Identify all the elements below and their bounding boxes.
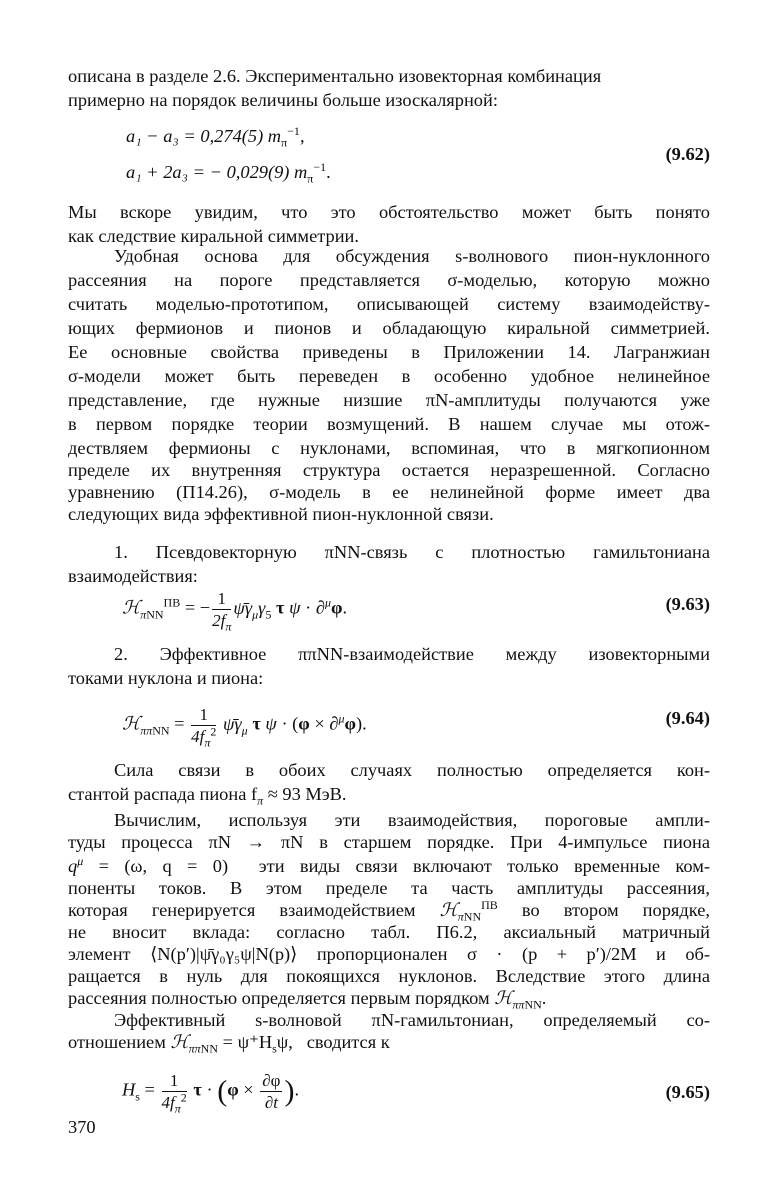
text-line: дествляем фермионы с нуклонами, вспоминая, что в мягкопионном xyxy=(68,438,710,458)
text-line: Ее основные свойства приведены в Приложении 14. Лагранжиан xyxy=(68,342,710,362)
text-line: стантой распада пиона $f_\pi \approx 93$ МэВ. xyxy=(68,784,347,808)
text-line: уравнению (П14.26), σ-модель в ее нелинейной форме имеет два xyxy=(68,482,710,502)
equation-number: (9.63) xyxy=(665,594,710,614)
text-line: элемент ⟨N(p′)|ψ̄γ₀γ₅ψ|N(p)⟩ пропорционален σ · (p + p′)/2M и об- xyxy=(68,944,710,964)
text-line: следующих вида эффективной пион-нуклонной связи. xyxy=(68,504,494,524)
equation-9-65: $H_s$ = $\frac{1}{4f_\pi^2}$ τ · (φ × $\frac{\partial\varphi}{\partial t}$ ). xyxy=(122,1071,300,1116)
text-line: отношением ℋ$_{\pi\pi NN}$ = $\psi^+H_s\psi$, сводится к xyxy=(68,1032,390,1056)
text-line: токами нуклона и пиона: xyxy=(68,668,264,688)
text-line: которая генерируется взаимодействием ℋ$_{\pi NN}^{ПВ}$ во втором порядке, xyxy=(68,897,710,924)
text-line: в первом порядке теории возмущений. В нашем случае мы отож- xyxy=(68,414,710,434)
equation-number: (9.65) xyxy=(665,1082,710,1102)
text-line: пределе их внутренняя структура остается неразрешенной. Согласно xyxy=(68,460,710,480)
text-line: Сила связи в обоих случаях полностью определяется кон- xyxy=(114,760,710,780)
equation-9-62-a: a₁ − a₃ = 0,274(5) $m_\pi^{-1}$, xyxy=(126,123,305,150)
text-line: Вычислим, используя эти взаимодействия, пороговые ампли- xyxy=(114,810,710,830)
text-line: Мы вскоре увидим, что это обстоятельство может быть понято xyxy=(68,202,710,222)
text-line: считать моделью-прототипом, описывающей систему взаимодейству- xyxy=(68,294,710,314)
page-number: 370 xyxy=(68,1117,96,1137)
equation-9-63: ℋ$_{\pi NN}^{ПВ}$ = − $\frac{1}{2f_\pi}$ $\psī\gamma_\mu\gamma_5$ τ ψ · ∂$^\mu$φ. xyxy=(122,589,348,634)
text-line: Удобная основа для обсуждения s-волнового пион-нуклонного xyxy=(114,246,710,266)
text-line: ращается в нуль для покоящихся нуклонов. Вследствие этого длина xyxy=(68,966,710,986)
text-line: σ-модели может быть переведен в особенно удобное нелинейное xyxy=(68,366,710,386)
text-line: представление, где нужные низшие πN-амплитуды получаются уже xyxy=(68,390,710,410)
equation-number: (9.62) xyxy=(665,144,710,164)
text-line: 2. Эффективное ππNN-взаимодействие между изовекторными xyxy=(114,644,710,664)
text-line: туды процесса πN → πN в старшем порядке. При 4-импульсе пиона xyxy=(68,832,710,852)
text-line: рассеяния полностью определяется первым порядком ℋ$_{\pi\pi NN}$. xyxy=(68,988,547,1012)
equation-9-64: ℋ$_{\pi\pi NN}$ = $\frac{1}{4f_\pi^2}$ $\psī\gamma_\mu$ τ ψ · (φ × ∂$^\mu$φ). xyxy=(122,705,367,750)
text-line: ющих фермионов и пионов и обладающую киральной симметрией. xyxy=(68,318,710,338)
text-line: не вносит вклада: согласно табл. П6.2, аксиальный матричный xyxy=(68,922,710,942)
text-line: Эффективный s-волновой πN-гамильтониан, определяемый со- xyxy=(114,1010,710,1030)
text-line: взаимодействия: xyxy=(68,566,198,586)
text-line: описана в разделе 2.6. Экспериментально изовекторная комбинация xyxy=(68,66,602,86)
text-line: поненты токов. В этом пределе та часть амплитуды рассеяния, xyxy=(68,878,710,898)
text-line: $q^\mu = (\omega$, q = 0) эти виды связи включают только временные ком- xyxy=(68,853,710,876)
text-line: рассеяния на пороге представляется σ-моделью, которую можно xyxy=(68,270,710,290)
equation-9-62-b: a₁ + 2a₃ = − 0,029(9) $m_\pi^{-1}$. xyxy=(126,159,331,186)
equation-number: (9.64) xyxy=(665,708,710,728)
text-line: примерно на порядок величины больше изоскалярной: xyxy=(68,90,498,110)
text-line: 1. Псевдовекторную πNN-связь с плотностью гамильтониана xyxy=(114,542,710,562)
text-line: как следствие киральной симметрии. xyxy=(68,226,359,246)
